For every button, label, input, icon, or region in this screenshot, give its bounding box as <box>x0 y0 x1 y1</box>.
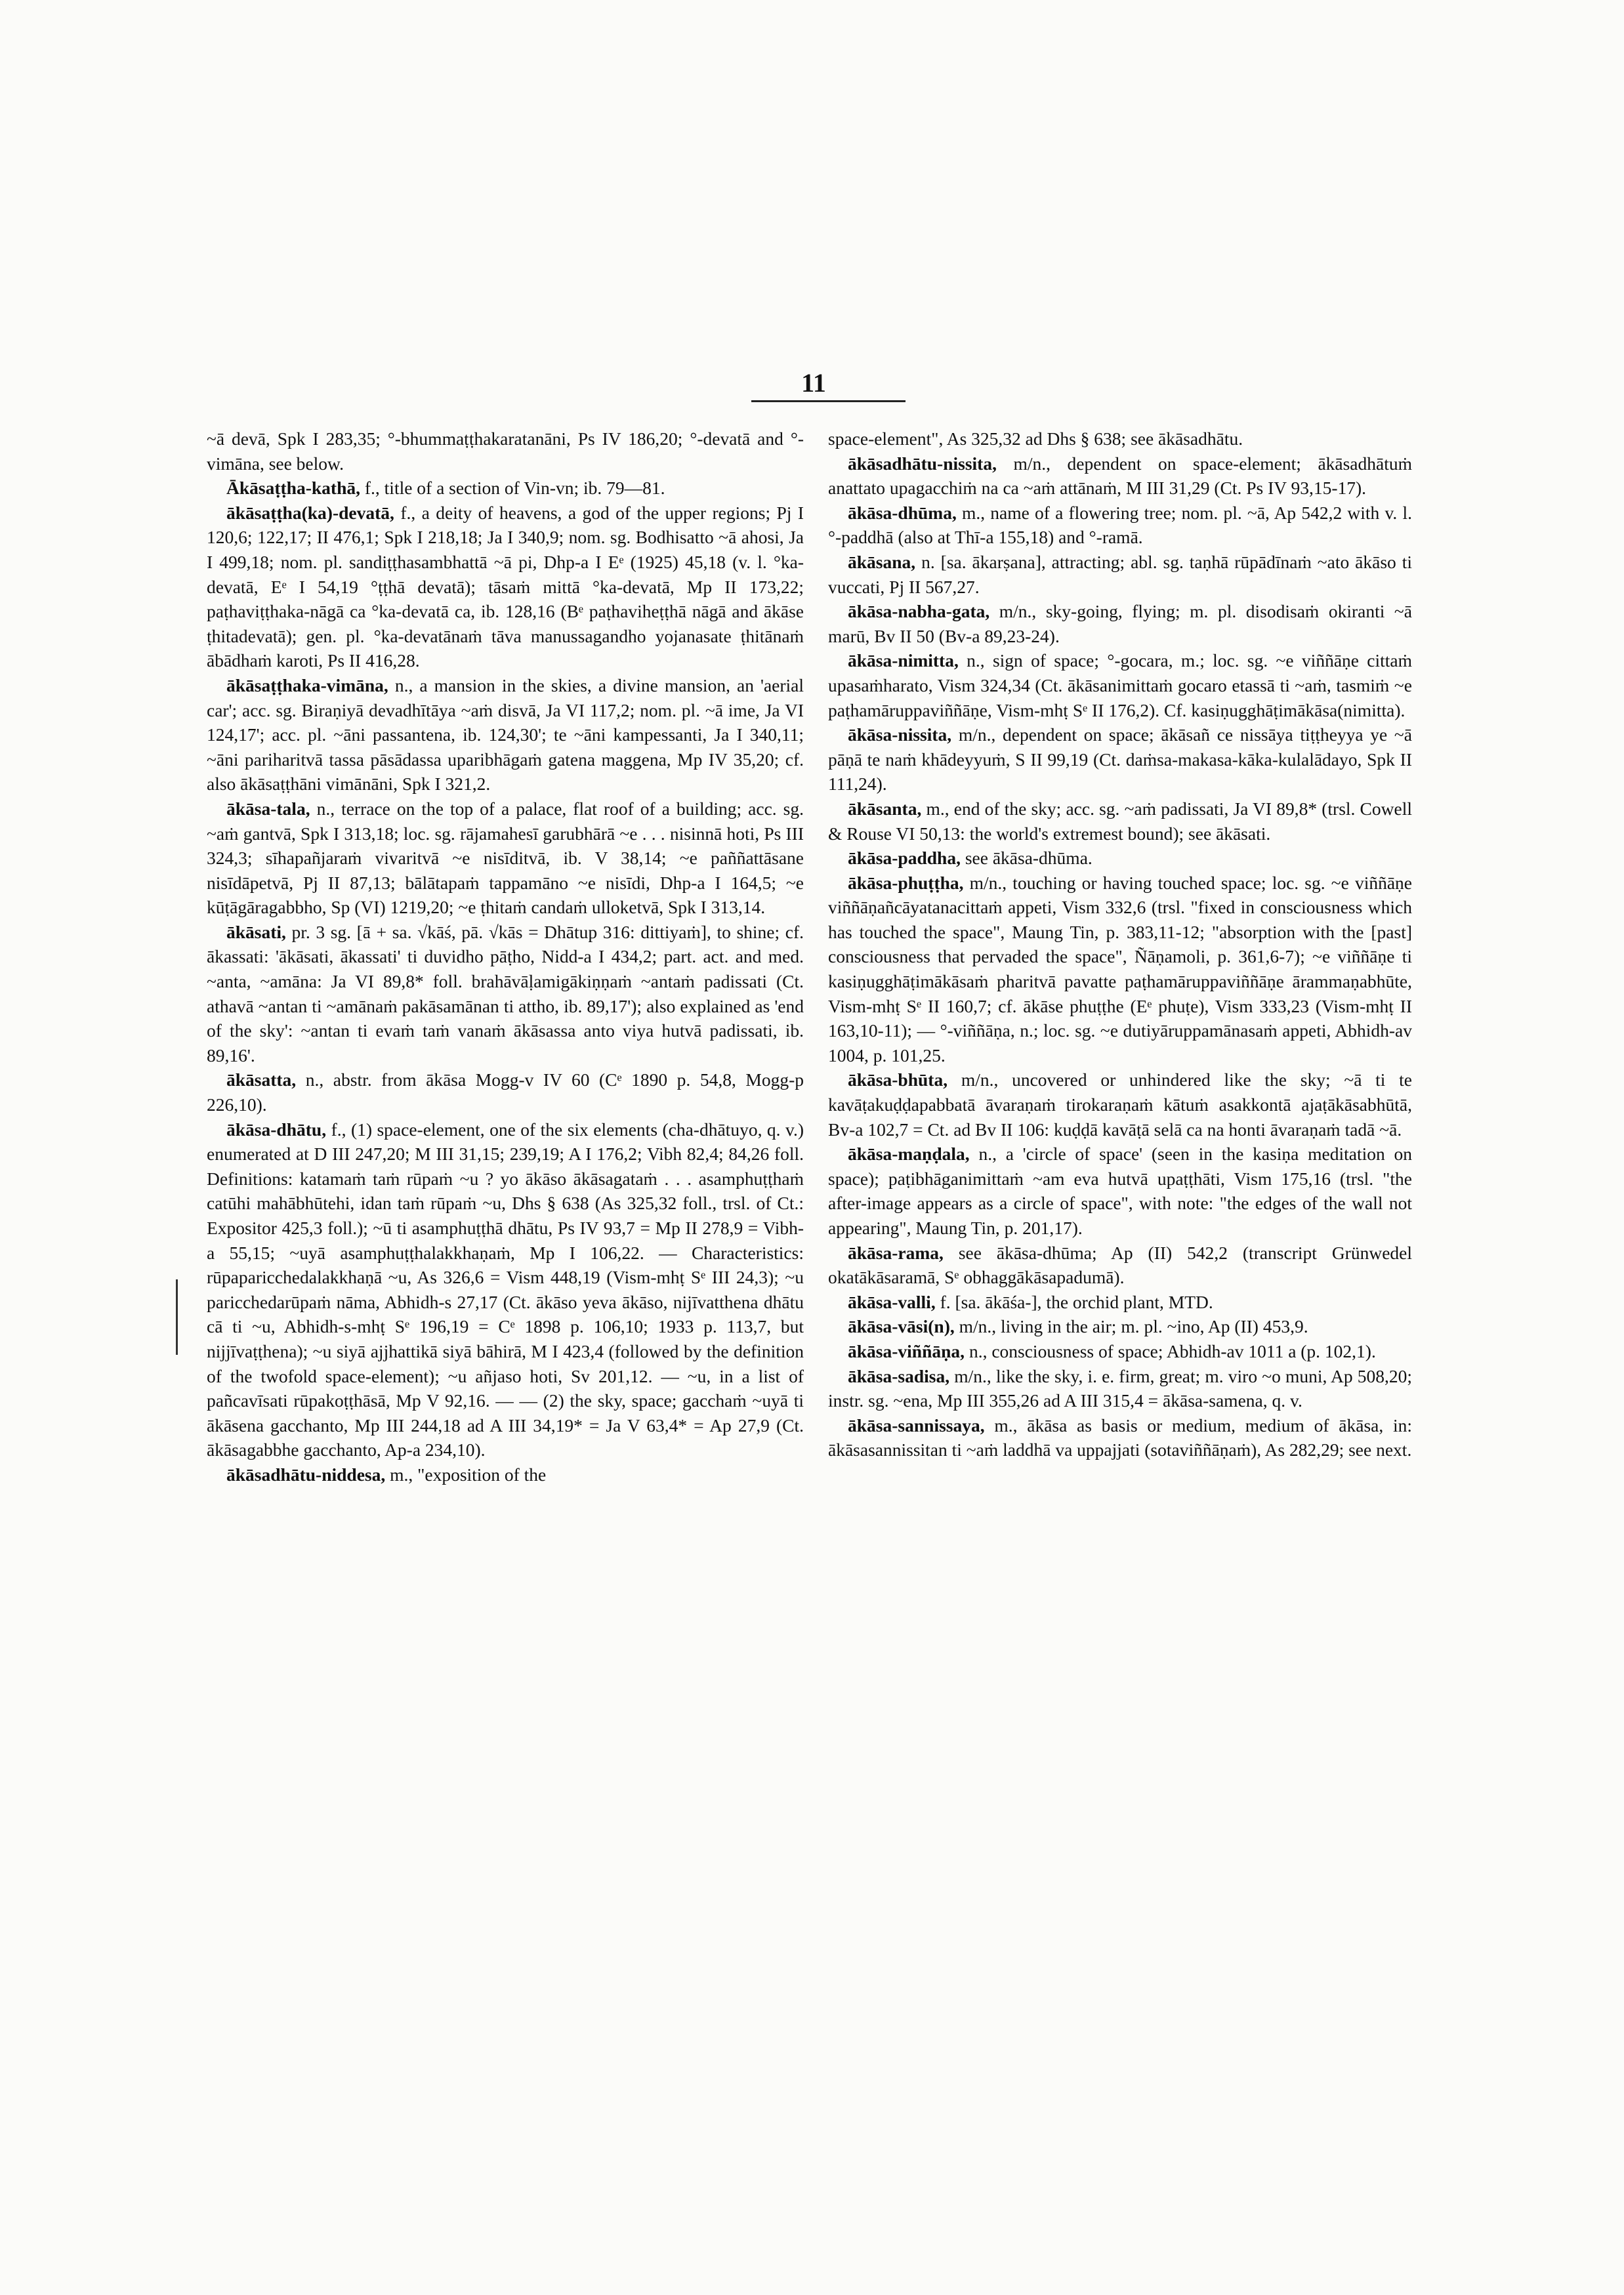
entry-headword: ākāsadhātu-nissita, <box>848 453 997 474</box>
entry-headword: ākāsa-sadisa, <box>848 1365 950 1386</box>
entry-headword: ākāsaṭṭha(ka)-devatā, <box>226 502 394 523</box>
entry-body: n. [sa. ākarṣana], attracting; abl. sg. taṇhā rūpādīnaṁ ~ato ākāso ti vuccati, Pj II 567,27. <box>828 551 1413 597</box>
dictionary-entry <box>207 1117 804 1462</box>
entry-headword: ākāsa-maṇḍala, <box>848 1144 970 1165</box>
entry-headword: ākāsa-bhūta, <box>848 1069 948 1090</box>
entry-body: f., (1) space-element, one of the six elements (cha-dhātuyo, q. v.) enumerated at D III 247,20; M III 31,15; 239,19; A I 176,2; Vibh 82,4; 84,26 foll. Definitions: katamaṁ taṁ rūpaṁ ~u ? yo ākāso ākāsagataṁ . . . asamphuṭṭhaṁ catūhi mahābhūtehi, idan taṁ rūpaṁ ~u, Dhs § 638 (As 325,32 foll., trsl. of Ct.: Expositor 425,3 foll.); ~ū ti asamphuṭṭhā dhātu, Ps IV 93,7 = Mp II 278,9 = Vibh-a 55,15; ~uyā asamphuṭṭhalakkhaṇaṁ, Mp I 106,22. — Characteristics: rūpaparicchedalakkhaṇā ~u, As 326,6 = Vism 448,19 (Vism-mhṭ Sᵉ III 24,3); ~u paricchedarūpaṁ nāma, Abhidh-s 27,17 (Ct. ākāso yeva ākāso, nijīvatthena dhātu cā ti ~u, Abhidh-s-mhṭ Sᵉ 196,19 = Cᵉ 1898 p. 106,10; 1933 p. 113,7, but nijjīvaṭṭhena); ~u siyā ajjhattikā siyā bāhirā, M I 423,4 (followed by the definition of the twofold space-element); ~u añjaso hoti, Sv 201,12. — ~u, in a list of pañcavīsati rūpakoṭṭhāsā, Mp V 92,16. — — (2) the sky, space; gacchaṁ ~uyā ti ākāsena gacchanto, Mp III 244,18 ad A III 34,19* = Ja V 63,4* = Ap 27,9 (Ct. ākāsagabbhe gacchanto, Ap-a 234,10). <box>207 1119 804 1460</box>
entry-headword: ākāsa-phuṭṭha, <box>848 872 964 893</box>
entry-headword: ākāsa-nimitta, <box>848 650 959 671</box>
entry-body: m., end of the sky; acc. sg. ~aṁ padissati, Ja VI 89,8* (trsl. Cowell & Rouse VI 50,13: the world's extremest bound); see ākāsati. <box>828 798 1412 844</box>
entry-body: m/n., dependent on space-element; ākāsadhātuṁ anattato upagacchiṁ na ca ~aṁ attānaṁ, M III 31,29 (Ct. Ps IV 93,15-17). <box>828 453 1412 499</box>
dictionary-entry <box>828 796 1412 846</box>
entry-headword: ākāsa-valli, <box>848 1291 936 1312</box>
dictionary-entry <box>828 722 1412 796</box>
header-rule <box>751 400 906 402</box>
entry-headword: ākāsa-dhātu, <box>226 1119 327 1140</box>
entry-body: f., a deity of heavens, a god of the upper regions; Pj I 120,6; 122,17; II 476,1; Spk I 218,18; Ja I 340,9; nom. sg. Bodhisatto ~ā ahosi, Ja I 499,18; nom. pl. sandiṭṭhasambhattā ~ā pi, Dhp-a I Eᵉ (1925) 45,18 (v. l. °ka-devatā, Eᵉ I 54,19 °ṭṭhā devatā); tāsaṁ mittā °ka-devatā, Mp II 173,22; paṭhaviṭṭhaka-nāgā ca °ka-devatā ca, ib. 128,16 (Bᵉ paṭhaviheṭṭhā nāgā and ākāse ṭhitadevatā); gen. pl. °ka-devatānaṁ tāva manussagandho yojanasate ṭhitānaṁ ābādhaṁ karoti, Ps II 416,28. <box>207 502 804 671</box>
dictionary-entry <box>828 1314 1412 1339</box>
dictionary-entry <box>207 920 804 1068</box>
page-number: 11 <box>801 368 826 398</box>
entry-headword: ākāsa-viññāṇa, <box>848 1340 965 1361</box>
dictionary-entry <box>828 501 1412 550</box>
entry-body: m., name of a flowering tree; nom. pl. ~ā, Ap 542,2 with v. l. °-paddhā (also at Thī-a 155,18) and °-ramā. <box>828 502 1412 548</box>
dictionary-entry <box>207 426 804 476</box>
entry-body: m/n., uncovered or unhindered like the sky; ~ā ti te kavāṭakuḍḍapabbatā āvaraṇaṁ tirokaraṇaṁ kātuṁ asakkontā ajaṭākāsabhūtā, Bv-a 102,7 = Ct. ad Bv II 106: kuḍḍā kavāṭā selā ca na honti āvaraṇaṁ tadā ~ā. <box>828 1069 1413 1140</box>
dictionary-entry <box>828 871 1412 1068</box>
dictionary-entry <box>828 1290 1412 1315</box>
entry-body: pr. 3 sg. [ā + sa. √kāś, pā. √kās = Dhātup 316: dittiyaṁ], to shine; cf. ākassati: 'ākāsati, ākassati' ti duvidho pāṭho, Nidd-a I 434,2; part. act. and med. ~anta, ~amāna: Ja VI 89,8* foll. brahāvāḷamigākiṇṇaṁ ~antaṁ padissati (Ct. athavā ~antan ti ~amānaṁ pakāsamānan ti attho, ib. 89,17'); also explained as 'end of the sky': ~antan ti evaṁ taṁ vanaṁ ākāsassa anto viya hutvā padissati, ib. 89,16'. <box>207 921 804 1065</box>
entry-body: m/n., touching or having touched space; loc. sg. ~e viññāṇe viññāṇañcāyatanacittaṁ appeti, Vism 332,6 (trsl. "fixed in consciousness which has touched the space", Maung Tin, p. 383,11-12; "absorption with the [past] consciousness that pervaded the space", Ñāṇamoli, p. 361,6-7); ~e viññāṇe ti kasiṇugghāṭimākāsaṁ pharitvā pavatte paṭhamāruppaviññāṇe ārammaṇabhūte, Vism-mhṭ Sᵉ II 160,7; cf. ākāse phuṭṭhe (Eᵉ phuṭe), Vism 333,23 (Vism-mhṭ II 163,10-11); — °-viññāṇa, n.; loc. sg. ~e dutiyāruppamānasaṁ appeti, Abhidh-av 1004, p. 101,25. <box>828 872 1412 1065</box>
entry-body: n., sign of space; °-gocara, m.; loc. sg. ~e viññāṇe cittaṁ upasaṁharato, Vism 324,34 (Ct. ākāsanimittaṁ gocaro etassā ti ~aṁ, tasmiṁ ~e paṭhamāruppaviññāṇe, Vism-mhṭ Sᵉ II 176,2). Cf. kasiṇugghāṭimākāsa(nimitta). <box>828 650 1413 720</box>
entry-body: m/n., sky-going, flying; m. pl. disodisaṁ okiranti ~ā marū, Bv II 50 (Bv-a 89,23-24). <box>828 601 1412 646</box>
entry-headword: ākāsaṭṭhaka-vimāna, <box>226 674 388 695</box>
right-column <box>828 426 1412 1462</box>
entry-body: n., consciousness of space; Abhidh-av 1011 a (p. 102,1). <box>968 1340 1376 1361</box>
entry-headword: ākāsana, <box>848 551 916 572</box>
entry-headword: ākāsa-paddha, <box>848 848 961 869</box>
entry-headword: ākāsa-vāsi(n), <box>848 1316 955 1337</box>
dictionary-entry <box>207 796 804 920</box>
entry-body: m/n., dependent on space; ākāsañ ce nissāya tiṭṭheyya ye ~ā pāṇā te naṁ khādeyyuṁ, S II 99,19 (Ct. daṁsa-makasa-kāka-kulalādayo, Spk II 111,24). <box>828 724 1413 795</box>
entry-headword: ākāsa-rama, <box>848 1242 944 1263</box>
dictionary-entry <box>207 476 804 501</box>
dictionary-entry <box>828 1413 1412 1462</box>
entry-body: n., a 'circle of space' (seen in the kasiṇa meditation on space); paṭibhāganimittaṁ ~am eva hutvā upaṭṭhāti, Vism 175,16 (trsl. "the after-image appears as a circle of space", with note: "the edges of the wall not appearing", Maung Tin, p. 201,17). <box>828 1144 1413 1238</box>
entry-headword: ākāsa-nabha-gata, <box>848 601 990 622</box>
entry-headword: ākāsadhātu-niddesa, <box>226 1464 386 1485</box>
entry-headword: ākāsanta, <box>848 798 922 819</box>
entry-body: f. [sa. ākāśa-], the orchid plant, MTD. <box>940 1291 1213 1312</box>
dictionary-entry <box>207 501 804 673</box>
dictionary-entry <box>828 1142 1412 1240</box>
dictionary-entry <box>207 1462 804 1487</box>
dictionary-entry <box>828 1241 1412 1290</box>
entry-body: see ākāsa-dhūma; Ap (II) 542,2 (transcript Grünwedel okatākāsaramā, Sᵉ obhaggākāsapadumā). <box>828 1242 1413 1288</box>
dictionary-entry <box>828 846 1412 871</box>
entry-headword: ākāsa-nissita, <box>848 724 952 745</box>
dictionary-entry <box>828 451 1412 501</box>
entry-headword: ākāsatta, <box>226 1069 297 1090</box>
entry-headword: Ākāsaṭṭha-kathā, <box>226 478 360 499</box>
entry-body: ~ā devā, Spk I 283,35; °-bhummaṭṭhakaratanāni, Ps IV 186,20; °-devatā and °-vimāna, see below. <box>207 428 804 474</box>
entry-body: n., a mansion in the skies, a divine mansion, an 'aerial car'; acc. sg. Biraṇiyā devadhītāya ~aṁ disvā, Ja VI 117,2; nom. pl. ~ā ime, Ja VI 124,17'; acc. pl. ~āni passantena, ib. 124,30'; te ~āni kampessanti, Ja I 340,11; ~āni pariharitvā tassa pāsādassa uparibhāgaṁ gatena maggena, Mp IV 35,20; cf. also ākāsaṭṭhāni vimānāni, Spk I 321,2. <box>207 674 804 795</box>
dictionary-entry <box>828 648 1412 722</box>
margin-mark <box>176 1279 178 1355</box>
entry-body: m/n., like the sky, i. e. firm, great; m. viro ~o muni, Ap 508,20; instr. sg. ~ena, Mp III 355,26 ad A III 315,4 = ākāsa-samena, q. v. <box>828 1365 1413 1411</box>
entry-headword: ākāsa-sannissaya, <box>848 1415 985 1436</box>
entry-body: n., terrace on the top of a palace, flat roof of a building; acc. sg. ~aṁ gantvā, Spk I 313,18; loc. sg. rājamahesī garubhārā ~e . . . nisinnā hoti, Ps III 324,3; sīhapañjaraṁ vivaritvā ~e nisīditvā, ib. V 38,14; ~e paññattāsane nisīdāpetvā, Pj II 87,13; bālātapaṁ tappamāno ~e nisīdi, Dhp-a I 164,5; ~e kūṭāgāragabbho, Sp (VI) 1219,20; ~e ṭhitaṁ candaṁ ulloketvā, Spk I 313,14. <box>207 798 804 918</box>
entry-headword: ākāsa-tala, <box>226 798 310 819</box>
entry-headword: ākāsa-dhūma, <box>848 502 957 523</box>
left-column <box>207 426 804 1487</box>
entry-body: f., title of a section of Vin-vn; ib. 79—81. <box>364 478 665 499</box>
dictionary-entry <box>828 1364 1412 1413</box>
entry-body: m., "exposition of the <box>390 1464 547 1485</box>
dictionary-entry <box>828 1339 1412 1364</box>
dictionary-entry <box>207 673 804 796</box>
dictionary-entry <box>828 599 1412 648</box>
entry-headword: ākāsati, <box>226 921 286 942</box>
entry-body: space-element", As 325,32 ad Dhs § 638; see ākāsadhātu. <box>828 428 1243 449</box>
dictionary-entry <box>828 426 1412 451</box>
entry-body: see ākāsa-dhūma. <box>965 848 1093 869</box>
entry-body: m., ākāsa as basis or medium, medium of ākāsa, in: ākāsasannissitan ti ~aṁ laddhā va uppajjati (sotaviññāṇaṁ), As 282,29; see next. <box>828 1415 1412 1460</box>
entry-body: m/n., living in the air; m. pl. ~ino, Ap (II) 453,9. <box>959 1316 1308 1337</box>
entry-body: n., abstr. from ākāsa Mogg-v IV 60 (Cᵉ 1890 p. 54,8, Mogg-p 226,10). <box>207 1069 804 1115</box>
dictionary-entry <box>828 1067 1412 1142</box>
dictionary-entry <box>207 1067 804 1117</box>
dictionary-entry <box>828 550 1412 599</box>
